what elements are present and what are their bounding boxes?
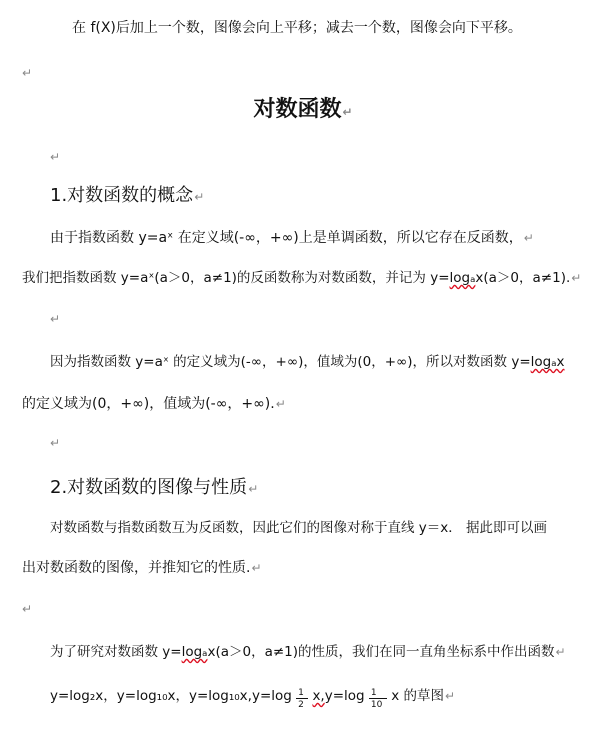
section1-paragraph-3: 因为指数函数 y=aˣ 的定义域为(-∞，+∞)，值域为(0，+∞)，所以对数函数 y=logₐx [50,354,565,370]
paragraph-mark: ↵ [444,689,456,703]
paragraph-mark: ↵ [248,482,259,496]
section2-paragraph-3: 为了研究对数函数 y=logₐx(a＞0，a≠1)的性质，我们在同一直角坐标系中作出函数↵ [50,644,566,660]
paragraph-mark: ↵ [251,561,262,575]
paragraph-mark: ↵ [194,190,205,204]
section2-heading: 2.对数函数的图像与性质↵ [50,477,259,498]
section1-paragraph-4: 的定义域为(0，+∞)，值域为(-∞，+∞).↵ [22,396,286,412]
log-notation: logₐx [530,354,565,370]
paragraph-mark: ↵ [555,645,566,659]
log-notation: logₐ [449,270,476,286]
section2-paragraph-4: y=log₂x，y=log₁₀x，y=log₁₀x,y=log $\frac{1}{2}$ x,y=log $\frac{1}{10}$ x 的草图↵ [50,680,600,706]
section2-paragraph-1: 对数函数与指数函数互为反函数，因此它们的图像对称于直线 y＝x． 据此即可以画 [50,520,548,536]
paragraph-mark: ↵ [571,271,582,285]
fraction-bar [296,698,308,699]
section1-heading: 1.对数函数的概念↵ [50,185,205,206]
section2-paragraph-2: 出对数函数的图像，并推知它的性质.↵ [22,560,262,576]
fraction-one-half: $\frac{1}{2}$ [296,680,308,700]
paragraph-mark: ↵ [523,231,534,245]
paragraph-mark: ↵ [342,105,353,119]
paragraph-mark: ↵ [50,312,61,326]
paragraph-mark: ↵ [22,66,33,80]
paragraph-mark: ↵ [50,150,61,164]
log-notation: logₐ [181,644,208,660]
section1-paragraph-2: 我们把指数函数 y=aˣ(a＞0，a≠1)的反函数称为对数函数，并记为 y=logₐx(a＞0，a≠1).↵ [22,270,582,286]
fraction-bar [369,698,387,699]
section1-paragraph-1: 由于指数函数 y=aˣ 在定义域(-∞，+∞)上是单调函数，所以它存在反函数，↵ [50,230,534,246]
page-title: 对数函数↵ [253,97,353,122]
paragraph-mark: ↵ [275,397,286,411]
fraction-one-tenth: $\frac{1}{10}$ [369,680,387,700]
intro-line: 在 f(X)后加上一个数，图像会向上平移；减去一个数，图像会向下平移。 [72,20,522,36]
paragraph-mark: ↵ [50,436,61,450]
paragraph-mark: ↵ [22,602,33,616]
